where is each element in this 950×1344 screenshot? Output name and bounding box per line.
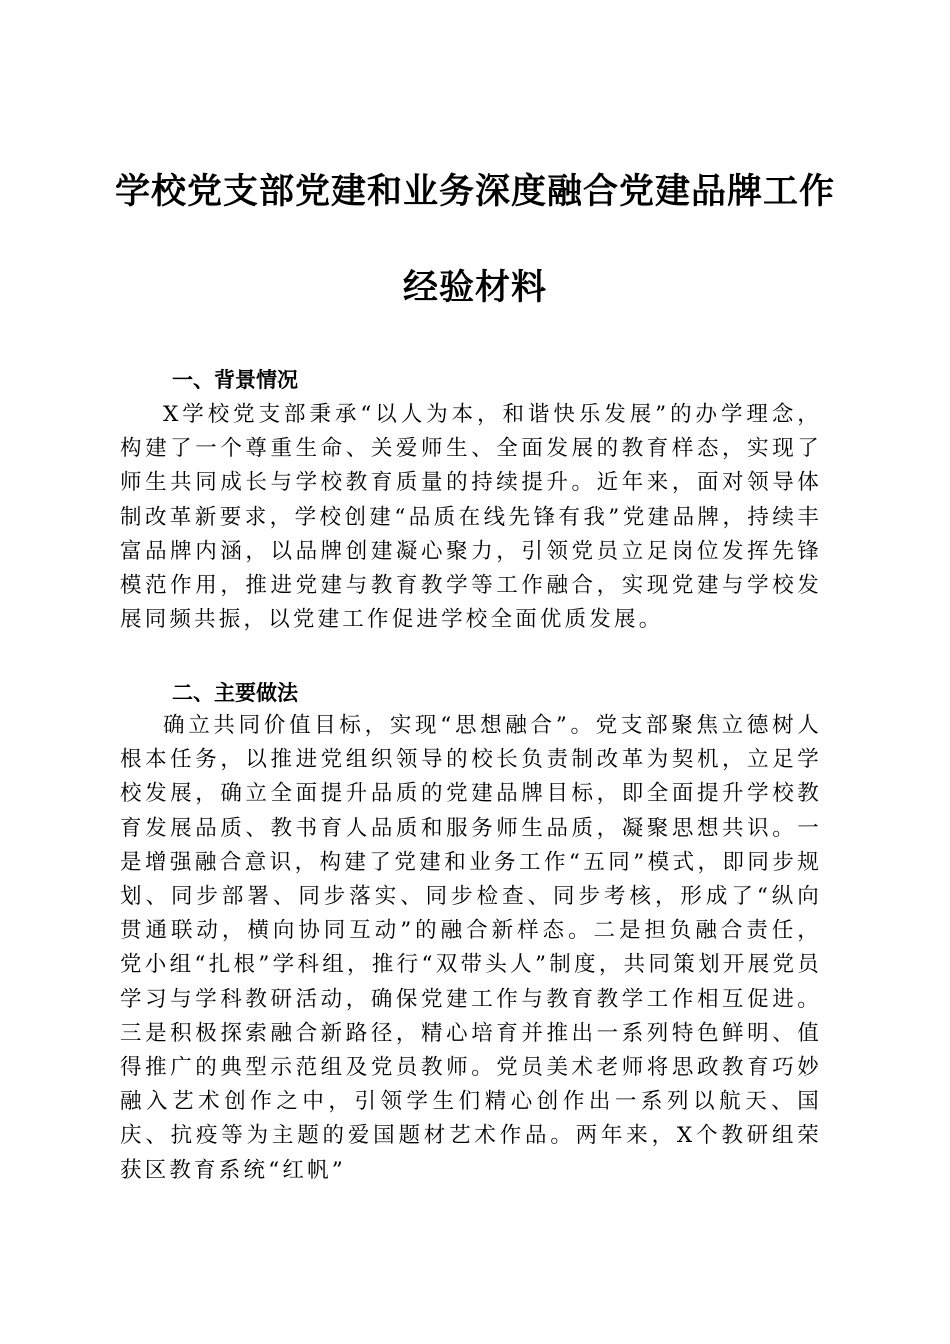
- section-heading-main-practices: 二、主要做法: [172, 681, 298, 705]
- section-heading-background: 一、背景情况: [172, 368, 298, 392]
- document-title-line-2: 经验材料: [402, 268, 547, 308]
- section-paragraph-main-practices: 确立共同价值目标，实现“思想融合”。党支部聚焦立德树人根本任务，以推进党组织领导的校长负责制改革为契机，立足学校发展，确立全面提升品质的党建品牌目标，即全面提升学校教育发展品质、教书育人品质和服务师生品质，凝聚思想共识。一是增强融合意识，构建了党建和业务工作“五同”模式，即同步规划、同步部署、同步落实、同步检查、同步考核，形成了“纵向贯通联动，横向协同互动”的融合新样态。二是担负融合责任，党小组“扎根”学科组，推行“双带头人”制度，共同策划开展党员学习与学科教研活动，确保党建工作与教育教学工作相互促进。三是积极探索融合新路径，精心培育并推出一系列特色鲜明、值得推广的典型示范组及党员教师。党员美术老师将思政教育巧妙融入艺术创作之中，引领学生们精心创作出一系列以航天、国庆、抗疫等为主题的爱国题材艺术作品。两年来，X个教研组荣获区教育系统“红帆”: [120, 713, 822, 1183]
- section-paragraph-background: X学校党支部秉承“以人为本，和谐快乐发展”的办学理念，构建了一个尊重生命、关爱师生、全面发展的教育样态，实现了师生共同成长与学校教育质量的持续提升。近年来，面对领导体制改革新要求，学校创建“品质在线先锋有我”党建品牌，持续丰富品牌内涵，以品牌创建凝心聚力，引领党员立足岗位发挥先锋模范作用，推进党建与教育教学等工作融合，实现党建与学校发展同频共振，以党建工作促进学校全面优质发展。: [120, 402, 822, 633]
- document-title-line-1: 学校党支部党建和业务深度融合党建品牌工作: [114, 172, 835, 212]
